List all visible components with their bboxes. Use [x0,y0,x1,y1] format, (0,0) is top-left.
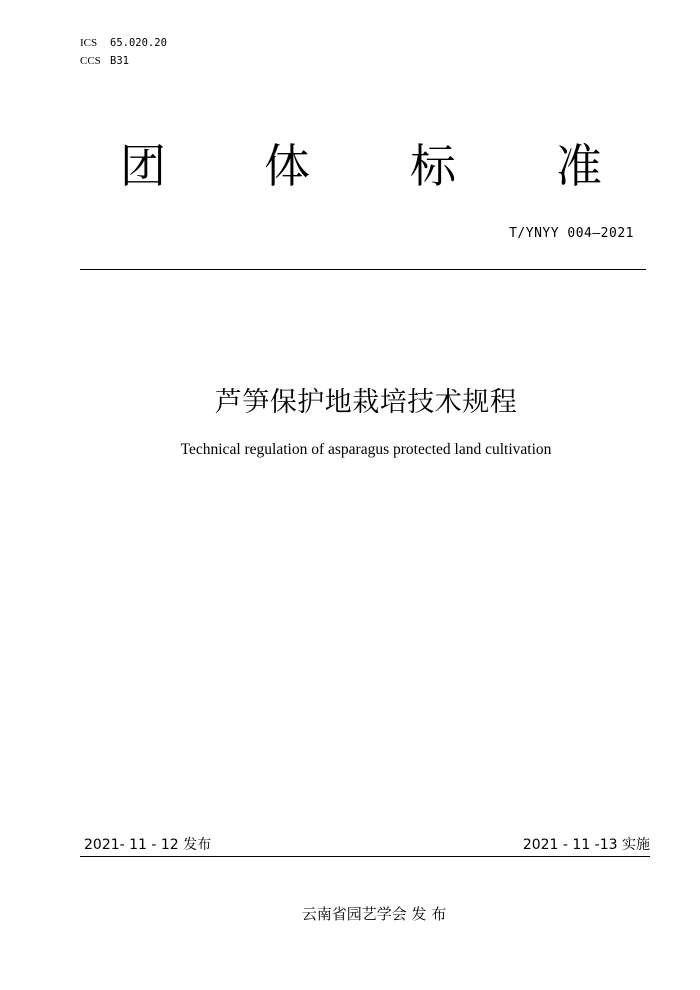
ics-label: ICS [80,37,98,49]
ccs-code: B31 [110,55,129,67]
standard-type-char: 团 [120,139,166,193]
issue-date: 2021- 11 - 12 发布 [84,837,212,853]
classification-codes [80,34,167,70]
top-divider [80,269,646,270]
ics-code: 65.020.20 [110,37,167,49]
standard-type-char: 准 [556,139,602,193]
ccs-label: CCS [80,55,101,67]
ics-row [80,34,167,52]
standard-type-heading [0,136,700,196]
bottom-divider [80,856,650,857]
implementation-date: 2021 - 11 -13 实施 [522,837,650,853]
publisher: 云南省园艺学会 发 布 [301,905,447,923]
ccs-row [80,52,167,70]
standard-type-char: 体 [264,139,310,193]
document-title-english: Technical regulation of asparagus protected land cultivation [180,441,552,458]
document-title-chinese: 芦笋保护地栽培技术规程 [214,387,518,418]
standard-number: T/YNYY 004—2021 [509,226,634,241]
standard-type-char: 标 [410,139,456,193]
